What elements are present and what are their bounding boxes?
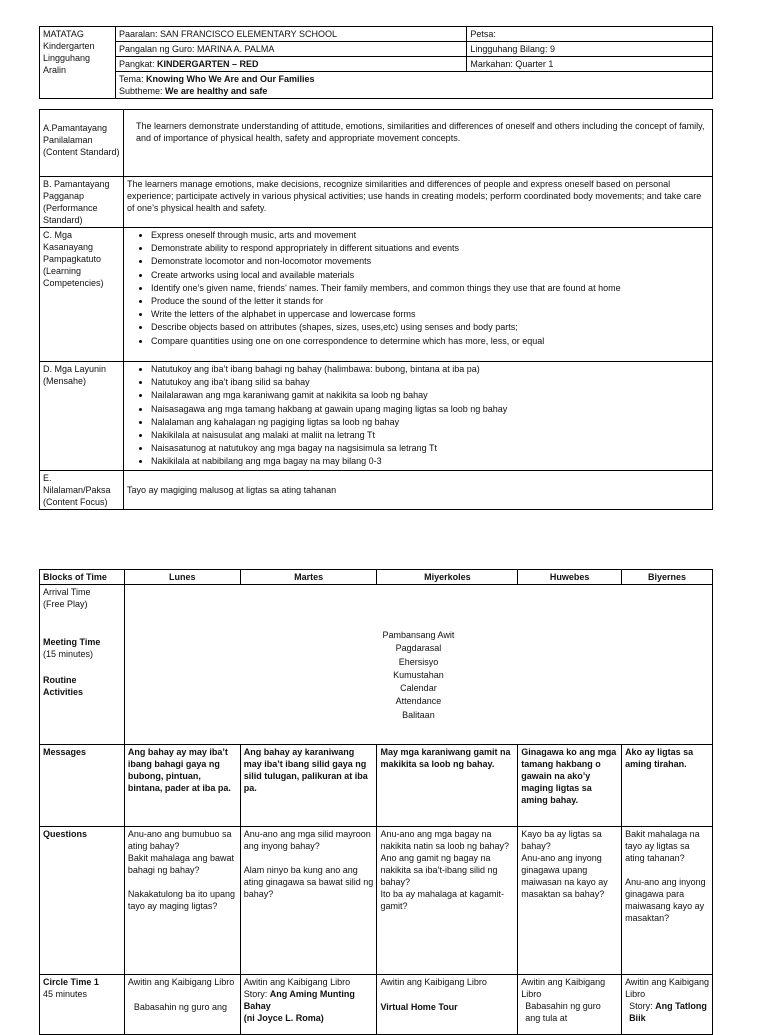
routine-activities: [124, 585, 712, 745]
objective-item: • Natutukoy ang iba’t ibang silid sa bahay: [151, 376, 709, 389]
grade-value: KINDERGARTEN – RED: [156, 59, 259, 69]
theme-value: Knowing Who We Are and Our Families: [145, 74, 315, 84]
questions-tuesday: [240, 827, 377, 975]
questions-label: Questions: [40, 827, 125, 975]
col-header-blocks: Blocks of Time: [40, 570, 125, 585]
content-focus-text: Tayo ay magiging malusog at ligtas sa ating tahanan: [124, 471, 713, 510]
competencies-list: [124, 228, 713, 362]
content-focus-label: E. Nilalaman/Paksa (Content Focus): [40, 471, 124, 510]
circle-song: Awitin ang Kaibigang Libro: [521, 977, 606, 999]
week-field: Lingguhang Bilang: 9: [467, 42, 713, 57]
schedule-table: [39, 569, 713, 1035]
questions-monday: [124, 827, 240, 975]
routine-item: Pagdarasal: [395, 643, 442, 654]
message-friday: Ako ay ligtas sa aming tirahan.: [622, 745, 713, 827]
competencies-label: C. Mga Kasanayang Pampagkatuto (Learning Competencies): [40, 228, 124, 362]
question-line: Bakit mahalaga na tayo ay ligtas sa ating tahanan?: [625, 829, 700, 863]
circle-song: Awitin ang Kaibigang Libro: [243, 977, 351, 987]
program-line: MATATAG: [43, 29, 84, 39]
grade-field: [115, 57, 466, 72]
question-line: Anu-ano ang inyong ginagawa para maiwasang kayo ay masaktan?: [625, 877, 706, 923]
story-prefix: Story:: [243, 989, 270, 999]
subtheme-prefix: Subtheme:: [118, 86, 165, 96]
competency-item: • Create artworks using local and available materials: [151, 269, 709, 282]
objective-item: • Nakikilala at naisusulat ang malaki at maliit na letrang Tt: [151, 429, 709, 442]
story-author: (ni Joyce L. Roma): [243, 1013, 324, 1023]
program-label: [40, 27, 116, 99]
circle-friday: [622, 975, 713, 1035]
quarter-field: Markahan: Quarter 1: [467, 57, 713, 72]
col-header-friday: Biyernes: [622, 570, 713, 585]
message-thursday: Ginagawa ko ang mga tamang hakbang o gawain na ako’y maging ligtas sa aming bahay.: [518, 745, 622, 827]
competency-item: • Identify one’s given name, friends’ names. Their family members, and common things they use that are found at home: [151, 282, 709, 295]
arrival-sub: (Free Play): [43, 599, 88, 609]
question-line: Ito ba ay mahalaga at kagamit-gamit?: [380, 889, 505, 911]
question-line: Anu-ano ang inyong ginagawa upang maiwasan na kayo ay masaktan sa bahay?: [521, 853, 608, 899]
message-tuesday: Ang bahay ay karaniwang may iba’t ibang silid gaya ng silid tulugan, palikuran at iba pa.: [240, 745, 377, 827]
messages-label: Messages: [40, 745, 125, 827]
question-line: Anu-ano ang mga bagay na nakikita natin sa loob ng bahay?: [380, 829, 510, 851]
circle-time-label: [40, 975, 125, 1035]
circle-wednesday: [377, 975, 518, 1035]
question-line: Anu-ano ang mga silid mayroon ang inyong bahay?: [243, 829, 371, 851]
circle-song: Awitin ang Kaibigang Libro: [380, 977, 487, 987]
performance-standard-label: B. Pamantayang Pagganap (Performance Standard): [40, 177, 124, 228]
circle-thursday: [518, 975, 622, 1035]
meeting-sub: (15 minutes): [43, 649, 94, 659]
objective-item: • Nailalarawan ang mga karaniwang gamit at nakikita sa loob ng bahay: [151, 389, 709, 402]
competency-item: • Express oneself through music, arts and movement: [151, 229, 709, 242]
objective-item: • Naisasagawa ang mga tamang hakbang at gawain upang maging ligtas sa loob ng bahay: [151, 403, 709, 416]
school-field: Paaralan: SAN FRANCISCO ELEMENTARY SCHOOL: [115, 27, 466, 42]
program-line: Lingguhang: [43, 53, 91, 63]
header-table: [39, 26, 713, 99]
question-line: Alam ninyo ba kung ano ang ating ginagawa sa bawat silid ng bahay?: [243, 865, 374, 899]
competency-item: • Demonstrate locomotor and non-locomotor movements: [151, 255, 709, 268]
circle-title: Circle Time 1: [43, 977, 99, 987]
question-line: Bakit mahalaga ang bawat bahagi ng bahay?: [127, 853, 234, 875]
competency-item: • Demonstrate ability to respond appropriately in different situations and events: [151, 242, 709, 255]
questions-thursday: [518, 827, 622, 975]
competency-item: • Describe objects based on attributes (shapes, sizes, uses,etc) using senses and body parts;: [151, 321, 709, 334]
content-standard-label: A.Pamantayang Panilalaman (Content Standard): [40, 110, 124, 177]
objective-item: • Natutukoy ang iba’t ibang bahagi ng bahay (halimbawa: bubong, bintana at iba pa): [151, 363, 709, 376]
circle-song: Awitin ang Kaibigang Libro: [625, 977, 709, 999]
routine-item: Attendance: [395, 696, 442, 707]
content-standard-text: The learners demonstrate understanding of attitude, emotions, similarities and differences of oneself and others including the concept of family, and of importance of physical health, safety and appropriate movement concepts.: [124, 110, 713, 177]
performance-standard-text: The learners manage emotions, make decisions, recognize similarities and differences of people and express oneself based on personal experience; participate actively in various physical activities; use hands in creating models; perform coordinated body movements; and take care of one’s physical health and safety.: [124, 177, 713, 228]
question-line: Nakakatulong ba ito upang tayo ay maging ligtas?: [127, 889, 235, 911]
objective-item: • Naisasatunog at natutukoy ang mga bagay na nagsisimula sa letrang Tt: [151, 442, 709, 455]
question-line: Ano ang gamit ng bagay na nakikita sa iba’t-ibang silid ng bahay?: [380, 853, 498, 887]
col-header-thursday: Huwebes: [518, 570, 622, 585]
objectives-list: [124, 362, 713, 471]
program-line: Kindergarten: [43, 41, 95, 51]
program-line: Aralin: [43, 65, 67, 75]
teacher-field: Pangalan ng Guro: MARINA A. PALMA: [115, 42, 466, 57]
message-wednesday: May mga karaniwang gamit na makikita sa loob ng bahay.: [377, 745, 518, 827]
col-header-wednesday: Miyerkoles: [377, 570, 518, 585]
col-header-monday: Lunes: [124, 570, 240, 585]
competency-item: • Compare quantities using one on one correspondence to determine which has more, less, or equal: [151, 335, 709, 348]
circle-song: Awitin ang Kaibigang Libro: [127, 977, 235, 987]
routine-item: Kumustahan: [393, 669, 444, 680]
routine-label: Activities: [43, 687, 84, 697]
home-tour: Virtual Home Tour: [380, 1002, 458, 1012]
competency-item: • Produce the sound of the letter it stands for: [151, 295, 709, 308]
routine-item: Balitaan: [402, 709, 435, 720]
objective-item: • Nalalaman ang kahalagan ng pagiging ligtas sa loob ng bahay: [151, 416, 709, 429]
col-header-tuesday: Martes: [240, 570, 377, 585]
message-monday: Ang bahay ay may iba’t ibang bahagi gaya ng bubong, pintuan, bintana, pader at iba pa.: [124, 745, 240, 827]
routine-label: Routine: [43, 675, 77, 685]
date-field: Petsa:: [467, 27, 713, 42]
story-prefix: Story:: [629, 1001, 656, 1011]
meeting-title: Meeting Time: [43, 637, 101, 647]
circle-tuesday: [240, 975, 377, 1035]
story-title: Ang Aming Munting Bahay: [243, 989, 355, 1011]
subtheme-value: We are healthy and safe: [164, 86, 268, 96]
grade-prefix: Pangkat:: [118, 59, 157, 69]
routine-item: Calendar: [400, 683, 437, 694]
theme-prefix: Tema:: [118, 74, 146, 84]
question-line: Anu-ano ang bumubuo sa ating bahay?: [127, 829, 232, 851]
questions-friday: [622, 827, 713, 975]
objective-item: • Nakikilala at nabibilang ang mga bagay na may bilang 0-3: [151, 455, 709, 468]
standards-table: [39, 109, 713, 510]
objectives-label: D. Mga Layunin (Mensahe): [40, 362, 124, 471]
routine-item: Ehersisyo: [398, 656, 439, 667]
competency-item: • Write the letters of the alphabet in uppercase and lowercase forms: [151, 308, 709, 321]
questions-wednesday: [377, 827, 518, 975]
circle-sub: 45 minutes: [43, 989, 88, 999]
circle-read: Babasahin ng guro ang tula at: [525, 1001, 601, 1023]
theme-field: [115, 72, 712, 99]
question-line: Kayo ba ay ligtas sa bahay?: [521, 829, 602, 851]
circle-read: Babasahin ng guro ang: [133, 1002, 227, 1012]
arrival-meeting-label: [40, 585, 125, 745]
story-title: Ang Tatlong Biik: [629, 1001, 707, 1023]
routine-item: Pambansang Awit: [382, 630, 455, 640]
circle-monday: [124, 975, 240, 1035]
arrival-title: Arrival Time: [43, 587, 91, 597]
